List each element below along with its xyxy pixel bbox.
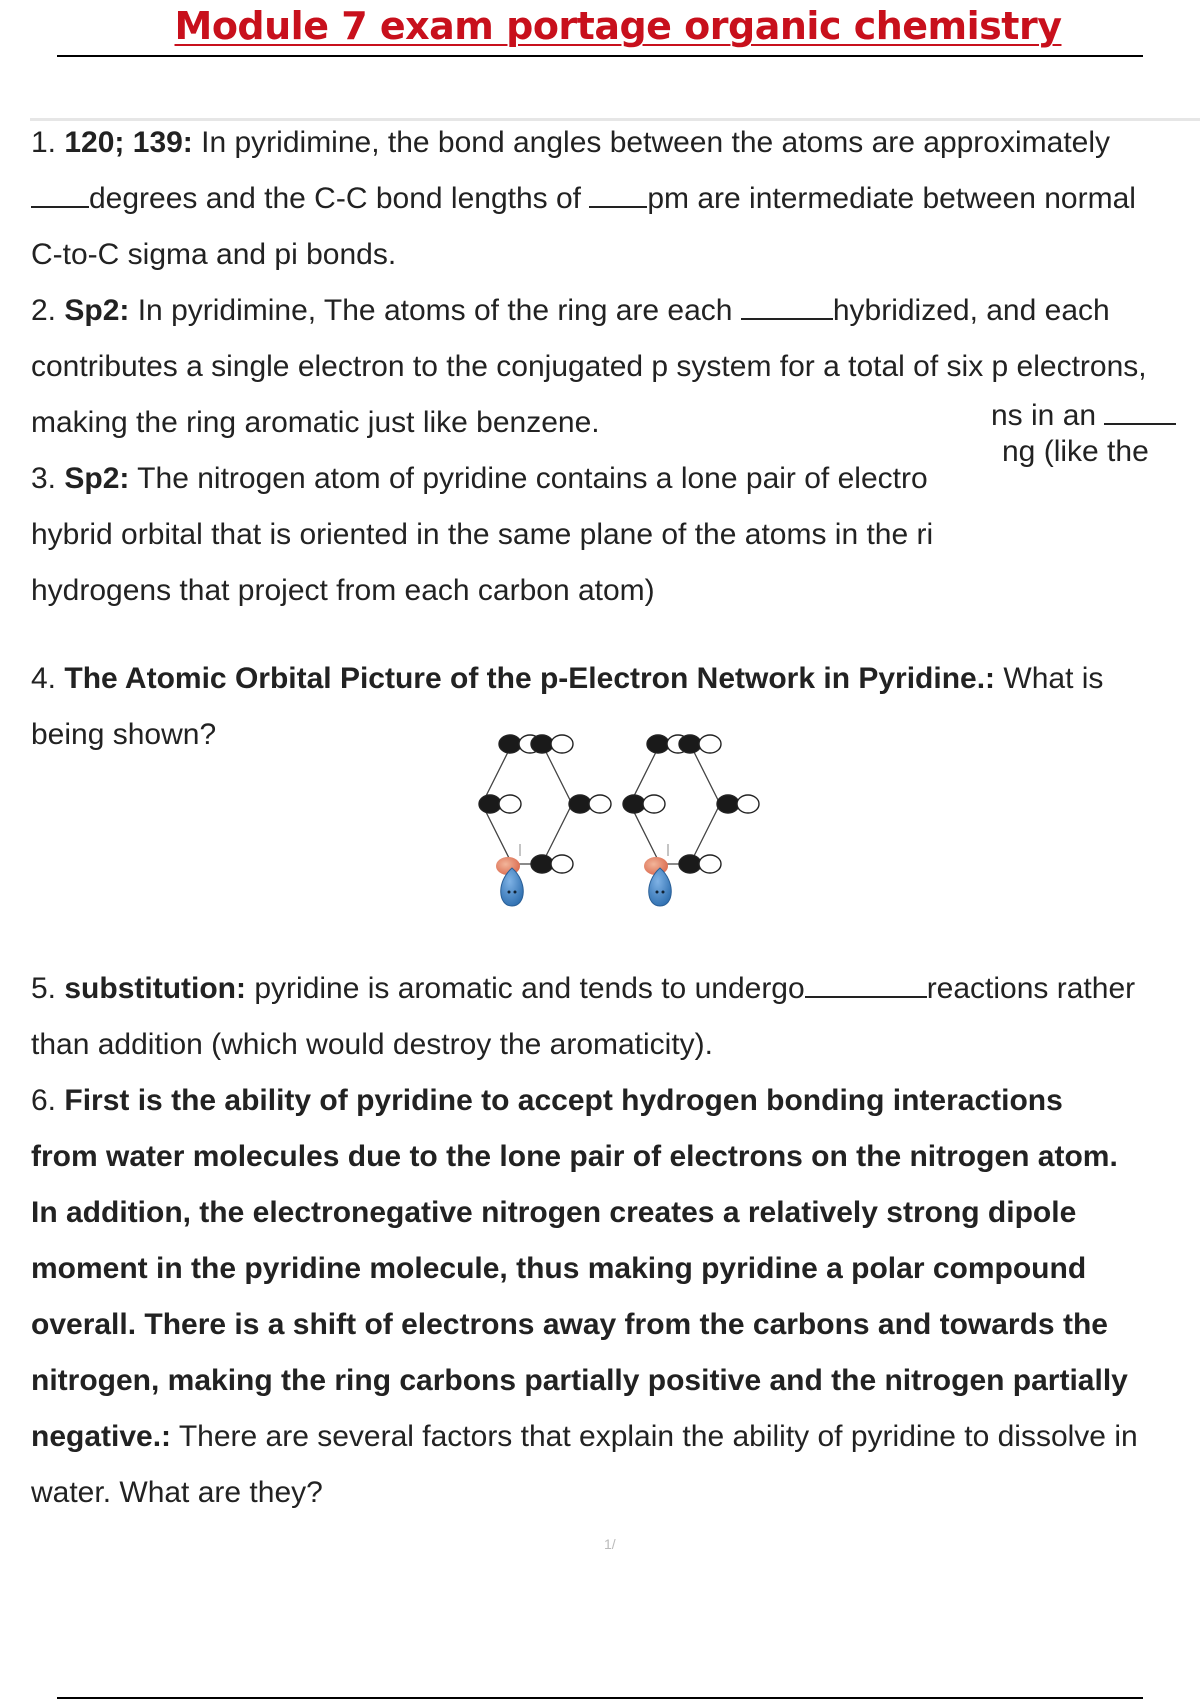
q3-line-2: hybrid orbital that is oriented in the same plane of the atoms in the ri	[31, 518, 934, 551]
q5-blank	[805, 974, 927, 998]
pyridine-orbital-diagram	[470, 722, 780, 932]
q6-line-5: overall. There is a shift of electrons away from the carbons and towards the	[31, 1308, 1108, 1341]
document-title: Module 7 exam portage organic chemistry	[174, 4, 1062, 48]
q2-blank	[741, 296, 833, 320]
q6-answer-line-1: First is the ability of pyridine to accept hydrogen bonding interactions	[64, 1084, 1063, 1117]
q6-line-7: negative.: There are several factors that explain the ability of pyridine to dissolve in	[31, 1420, 1138, 1453]
page-mark: 1/	[604, 1536, 616, 1552]
q6-line-1: 6. First is the ability of pyridine to accept hydrogen bonding interactions	[31, 1084, 1063, 1117]
q5-answer: substitution:	[64, 972, 247, 1005]
q3-blank	[1104, 401, 1176, 425]
q3-overlay-text-2: ng (like the	[1002, 435, 1149, 468]
q2-answer: Sp2:	[64, 294, 130, 327]
q4-answer: The Atomic Orbital Picture of the p-Electron Network in Pyridine.:	[64, 662, 996, 695]
q2-line-2: contributes a single electron to the conjugated p system for a total of six p electrons,	[31, 350, 1147, 383]
q2-line-3: making the ring aromatic just like benzene.	[31, 406, 600, 439]
q2-line-1: 2. Sp2: In pyridimine, The atoms of the ring are each hybridized, and each	[31, 294, 1110, 327]
section-divider	[30, 118, 1200, 121]
p-orbital-lobes	[479, 735, 759, 873]
q1-blank-length	[589, 184, 647, 208]
q3-answer: Sp2:	[64, 462, 130, 495]
title-underline-rule	[57, 55, 1143, 57]
q6-line-8: water. What are they?	[31, 1476, 323, 1509]
q1-answer: 120; 139:	[64, 126, 193, 159]
q6-line-6: nitrogen, making the ring carbons partially positive and the nitrogen partially	[31, 1364, 1128, 1397]
q4-line-1: 4. The Atomic Orbital Picture of the p-Electron Network in Pyridine.: What is	[31, 662, 1104, 695]
q3-line-3: hydrogens that project from each carbon atom)	[31, 574, 655, 607]
q3-overlay-text-1: ns in an	[991, 398, 1176, 434]
q6-line-3: In addition, the electronegative nitrogen creates a relatively strong dipole	[31, 1196, 1077, 1229]
q1-line-1: 1. 120; 139: In pyridimine, the bond angles between the atoms are approximately	[31, 126, 1111, 159]
q5-line-2: than addition (which would destroy the aromaticity).	[31, 1028, 714, 1061]
q5-line-1: 5. substitution: pyridine is aromatic and tends to undergo reactions rather	[31, 972, 1136, 1005]
q6-line-2: from water molecules due to the lone pair of electrons on the nitrogen atom.	[31, 1140, 1118, 1173]
q3-line-1: 3. Sp2: The nitrogen atom of pyridine contains a lone pair of electro	[31, 462, 928, 495]
q1-line-3: C-to-C sigma and pi bonds.	[31, 238, 397, 271]
q1-line-2: degrees and the C-C bond lengths of pm are intermediate between normal	[31, 181, 1136, 217]
nitrogen-lone-pair-orbitals	[496, 844, 671, 906]
q1-blank-angle	[31, 184, 89, 208]
footer-rule	[57, 1697, 1143, 1699]
q6-line-4: moment in the pyridine molecule, thus making pyridine a polar compound	[31, 1252, 1087, 1285]
q4-line-2: being shown?	[31, 718, 217, 751]
